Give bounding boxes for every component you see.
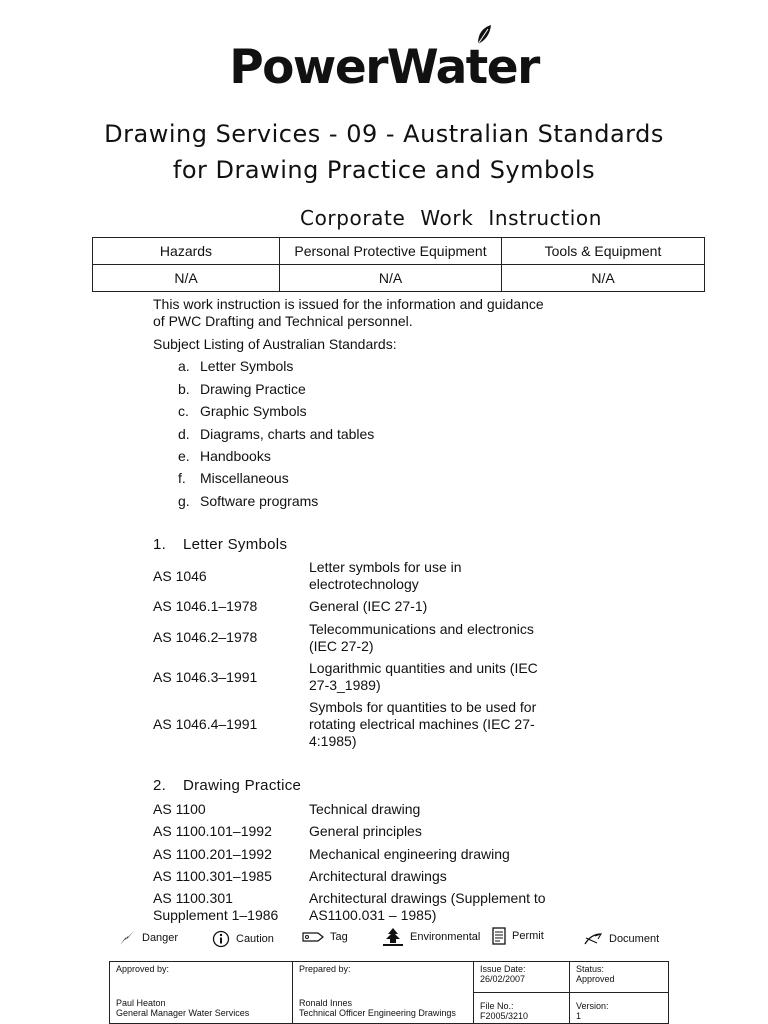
list-item: f. Miscellaneous	[178, 470, 289, 486]
list-item: a. Letter Symbols	[178, 358, 294, 374]
issue-date-cell: Issue Date: 26/02/2007	[474, 962, 570, 993]
standard-code: AS 1046.4–1991	[153, 716, 258, 732]
table-cell-hazards: N/A	[93, 265, 280, 292]
list-item: c. Graphic Symbols	[178, 403, 307, 419]
logo-text: PowerWater	[229, 40, 539, 95]
document-icon	[583, 932, 603, 946]
standard-code: AS 1046.2–1978	[153, 629, 258, 645]
standard-description: Telecommunications and electronics (IEC 27-2)	[309, 621, 534, 654]
listing-heading: Subject Listing of Australian Standards:	[153, 336, 397, 352]
table-cell-ppe: N/A	[280, 265, 502, 292]
standard-description: Mechanical engineering drawing	[309, 846, 510, 862]
table-header-tools: Tools & Equipment	[502, 238, 705, 265]
intro-line: of PWC Drafting and Technical personnel.	[153, 313, 413, 329]
document-title-line1: Drawing Services - 09 - Australian Standards	[104, 120, 664, 148]
legend-item-tag: Tag	[302, 930, 348, 944]
approved-by-cell: Approved by: Paul Heaton General Manager Water Services	[110, 962, 293, 1024]
legend-item-environmental: Environmental	[382, 927, 480, 947]
section-heading-drawing-practice: 2. Drawing Practice	[153, 777, 302, 794]
list-item: e. Handbooks	[178, 448, 271, 464]
prepared-by-cell: Prepared by: Ronald Innes Technical Officer Engineering Drawings	[293, 962, 474, 1024]
standard-code: AS 1046.1–1978	[153, 598, 258, 614]
intro-paragraph	[153, 296, 544, 330]
standard-code: AS 1100.201–1992	[153, 846, 272, 862]
caution-icon	[212, 930, 230, 948]
standard-description: Symbols for quantities to be used for rotating electrical machines (IEC 27- 4:1985)	[309, 699, 537, 749]
document-title-line2: for Drawing Practice and Symbols	[172, 156, 596, 184]
table-header-ppe: Personal Protective Equipment	[280, 238, 502, 265]
standard-code: AS 1100.101–1992	[153, 823, 272, 839]
standard-code: AS 1100.301 Supplement 1–1986	[153, 890, 279, 923]
standard-description: General (IEC 27-1)	[309, 598, 428, 614]
legend-item-danger: Danger	[118, 930, 178, 946]
table-cell-tools: N/A	[502, 265, 705, 292]
standard-code: AS 1100	[153, 801, 206, 817]
list-item: g. Software programs	[178, 493, 319, 509]
standard-code: AS 1100.301–1985	[153, 868, 272, 884]
standard-description: General principles	[309, 823, 422, 839]
standard-description: Letter symbols for use in electrotechnology	[309, 559, 462, 592]
list-item: b. Drawing Practice	[178, 381, 306, 397]
intro-line: This work instruction is issued for the information and guidance	[153, 296, 544, 312]
section-heading-letter-symbols: 1. Letter Symbols	[153, 536, 288, 553]
standard-description: Architectural drawings (Supplement to AS1100.031 – 1985)	[309, 890, 546, 923]
powerwater-logo	[0, 40, 768, 95]
standard-code: AS 1046	[153, 568, 207, 584]
standard-description: Architectural drawings	[309, 868, 447, 884]
file-no-cell: File No.: F2005/3210	[474, 993, 570, 1024]
document-subtitle: Corporate Work Instruction	[300, 206, 602, 230]
environmental-icon	[382, 927, 404, 947]
permit-icon	[492, 927, 506, 945]
table-header-hazards: Hazards	[93, 238, 280, 265]
list-item: d. Diagrams, charts and tables	[178, 426, 375, 442]
standard-code: AS 1046.3–1991	[153, 669, 258, 685]
tag-icon	[302, 930, 324, 944]
legend-item-caution: Caution	[212, 930, 274, 948]
version-cell: Version: 1	[570, 993, 669, 1024]
leaf-icon	[476, 24, 492, 46]
status-cell: Status: Approved	[570, 962, 669, 993]
approval-table	[109, 961, 669, 1024]
danger-icon	[118, 930, 136, 946]
standard-description: Technical drawing	[309, 801, 421, 817]
legend-item-permit: Permit	[492, 927, 544, 945]
hazards-table	[92, 237, 705, 292]
legend-item-document: Document	[583, 932, 659, 946]
standard-description: Logarithmic quantities and units (IEC 27-3_1989)	[309, 660, 538, 693]
